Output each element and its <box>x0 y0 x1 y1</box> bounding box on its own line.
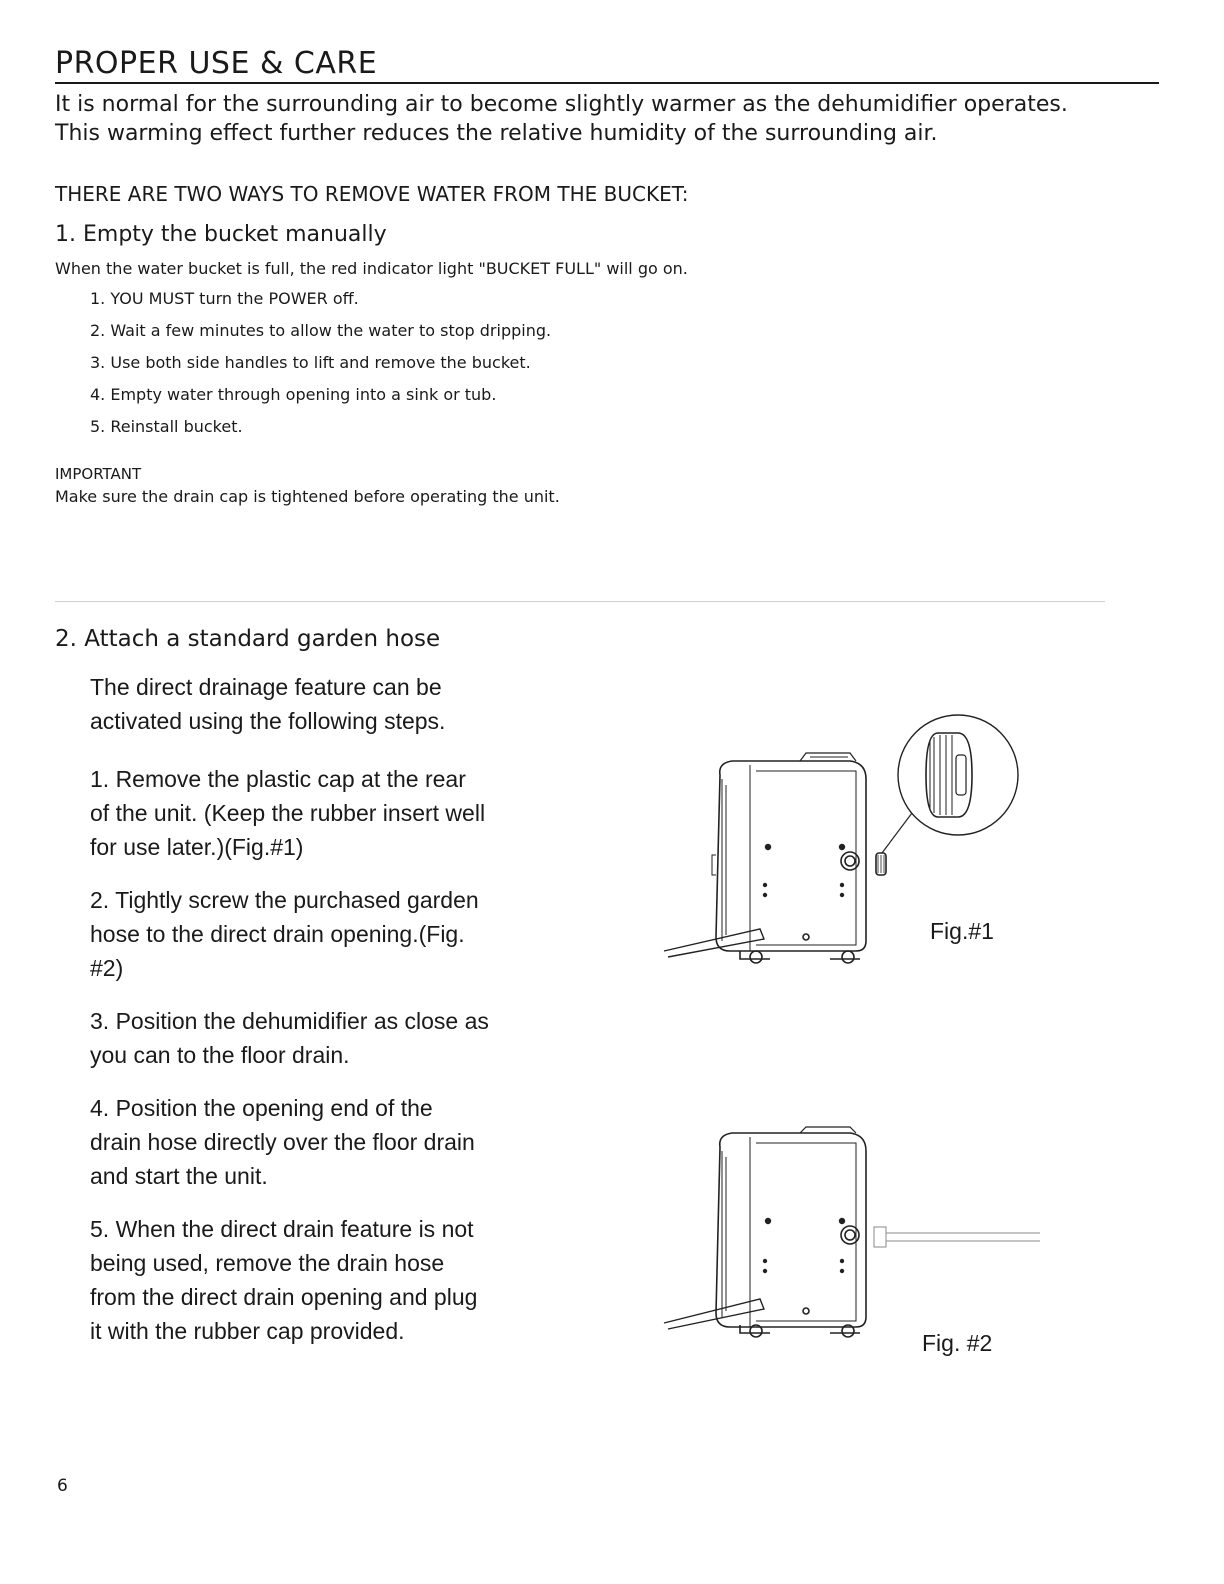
important-text: Make sure the drain cap is tightened before operating the unit. <box>55 487 560 506</box>
method2-lead: The direct drainage feature can be activated using the following steps. <box>90 674 446 734</box>
list-item: 3. Use both side handles to lift and remove the bucket. <box>90 353 531 372</box>
list-item: 2. Tightly screw the purchased garden hose to the direct drain opening.(Fig. #2) <box>90 887 479 981</box>
figure-2-illustration <box>660 1125 1050 1345</box>
list-item: 4. Position the opening end of the drain hose directly over the floor drain and start the unit. <box>90 1095 475 1189</box>
ways-heading: THERE ARE TWO WAYS TO REMOVE WATER FROM THE BUCKET: <box>55 182 689 206</box>
intro-paragraph <box>55 90 1068 148</box>
method2-heading: 2. Attach a standard garden hose <box>55 626 441 652</box>
method1-heading: 1. Empty the bucket manually <box>55 222 387 247</box>
bucket-full-note: When the water bucket is full, the red indicator light "BUCKET FULL" will go on. <box>55 259 688 278</box>
manual-steps-list <box>90 288 551 448</box>
intro-line-2: This warming effect further reduces the relative humidity of the surrounding air. <box>55 121 938 146</box>
list-item: 4. Empty water through opening into a sink or tub. <box>90 385 497 404</box>
figure-2-label: Fig. #2 <box>922 1330 993 1356</box>
figure-1-label: Fig.#1 <box>930 918 994 944</box>
intro-line-1: It is normal for the surrounding air to become slightly warmer as the dehumidifier operates. <box>55 92 1068 117</box>
list-item: 5. When the direct drain feature is not being used, remove the drain hose from the direct drain opening and plug it with the rubber cap provided. <box>90 1216 478 1344</box>
important-label: IMPORTANT <box>55 465 142 483</box>
page-title: PROPER USE & CARE <box>55 46 378 81</box>
list-item: 2. Wait a few minutes to allow the water to stop dripping. <box>90 321 552 340</box>
page-number: 6 <box>57 1476 68 1496</box>
title-rule <box>55 82 1159 84</box>
hose-steps-list <box>90 762 490 1367</box>
list-item: 1. Remove the plastic cap at the rear of the unit. (Keep the rubber insert well for use later.)(Fig.#1) <box>90 766 486 860</box>
list-item: 1. YOU MUST turn the POWER off. <box>90 289 359 308</box>
list-item: 5. Reinstall bucket. <box>90 417 243 436</box>
section-divider <box>55 601 1105 602</box>
list-item: 3. Position the dehumidifier as close as you can to the floor drain. <box>90 1008 489 1068</box>
